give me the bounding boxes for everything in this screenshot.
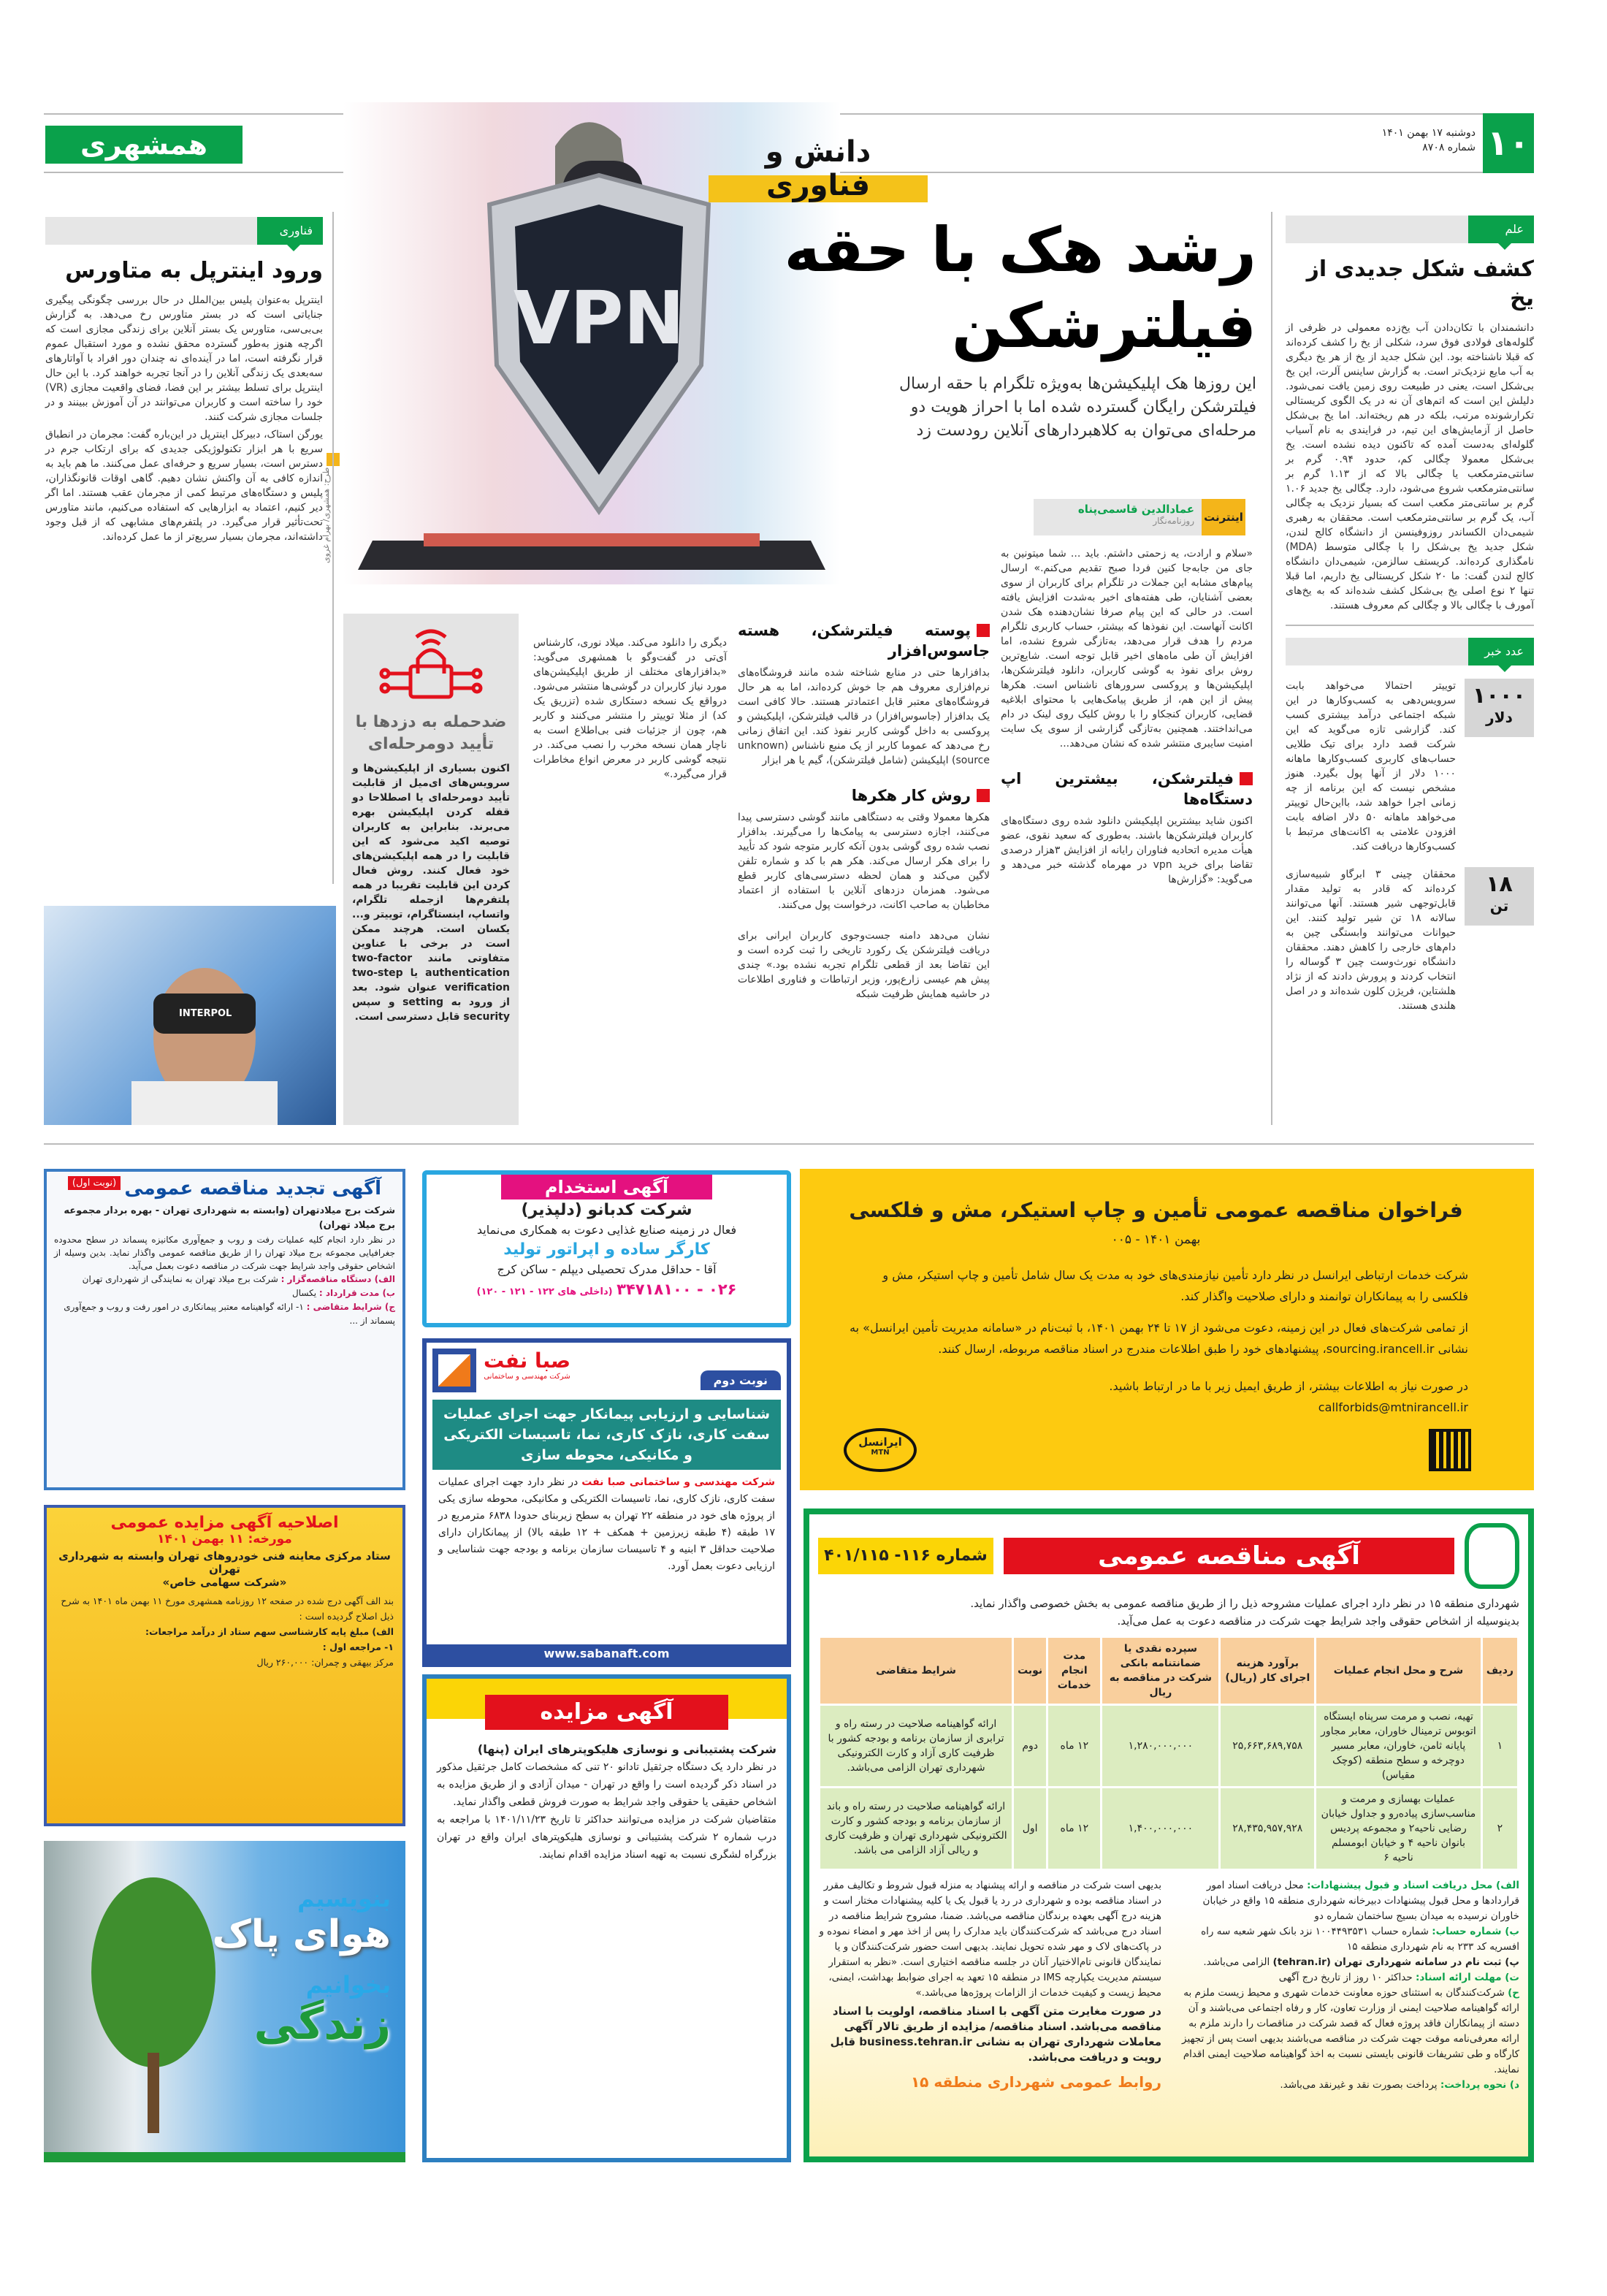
- milad-title: آگهی تجدید مناقصه عمومی: [124, 1178, 382, 1200]
- hiring-positions: کارگر ساده و اپراتور تولید: [503, 1240, 710, 1259]
- column-header: ردیف: [1483, 1638, 1517, 1704]
- helicopter-auction-ad: [422, 1674, 791, 2162]
- main-article-text: «سلام و ارادت، یه زحمتی داشتم. باید ... شما میتونین به جای من جابه‌جا کنین فردا صبح تقدیم می‌کنم.» ارسال پیام‌های مشابه این جملات در تلگرام برای کاربران از سوی بعضی آشنایان، طی هفته‌های اخیر به‌شدت افزایش یافته است. در حالی که این پیام صرفا نشان‌دهنده هک شدن اکانت آنهاست. این نفوذها که بیشتر، حساب کاربری تلگرام مردم را هدف قرار می‌دهد، به‌تازگی شروع نشده، اما افزایش آن طی ماه‌های اخیر قابل توجه است. شایع‌ترین روش برای نفوذ به گوشی کاربران، دانلود فیلترشکن‌ها، اپلیکیشن‌ها و پروکسی سرورهای ناشناس است. هکرها پیش از این هم، از طریق پیامک‌هایی با محتوای ابلاغیه قضایی، کاربران کنجکاو را با روش کلیک روی لینک در دام می‌انداختند. همچنین به‌تازگی گزارشی از سوی یک سایت امنیت سایبری منتشر شده که نشان می‌دهد...: [1001, 548, 1253, 750]
- left-column: [45, 217, 323, 547]
- hiring-extensions: (داخلی های ۱۲۲ - ۱۲۱ - ۱۲۰): [476, 1286, 613, 1297]
- page-number: ۱۰: [1483, 113, 1534, 173]
- sabanaft-title: شناسایی و ارزیابی پیمانکار جهت اجرای عملیات سفت کاری، نازک کاری، نما، تاسیسات الکتریکی و مکانیکی، محوطه سازی: [432, 1400, 781, 1470]
- number-unit: دلار: [1486, 709, 1513, 726]
- subheading-hacker-method: روش کار هکرها: [738, 785, 990, 806]
- milad-company: شرکت برج میلادتهران (وابسته به شهرداری تهران - بهره بردار مجموعه برج میلاد تهران): [64, 1205, 395, 1231]
- correction-item: الف) مبلغ پایه کارشناسی سهم ستاد از درآمد مراجعات:: [145, 1626, 394, 1637]
- district15-tender-ad: [804, 1509, 1534, 2162]
- tender-intro: شهرداری منطقه ۱۵ در نظر دارد اجرای عملیات مشروحه ذیل را از طریق مناقصه عمومی به بخش خصوصی واگذار نماید.: [970, 1597, 1519, 1610]
- irancell-tender-ad: [800, 1169, 1534, 1490]
- sabanaft-logo: [432, 1349, 476, 1392]
- subheading-vpn-most-app: فیلترشکن، بیشترین اپ دستگاه‌ها: [1001, 770, 1253, 808]
- number-badge: [1465, 679, 1534, 737]
- hiring-requirements: آقا - حداقل مدرک تحصیلی دیپلم - ساکن کرج: [497, 1262, 717, 1276]
- clean-air-ad: [44, 1841, 405, 2162]
- sidebar-title: ضدحمله به دزدها با تأیید دومرحله‌ای: [355, 713, 507, 753]
- tender-notes: بدیهی است شرکت در مناقصه و ارائه پیشنهاد به منزله قبول شروط و تکالیف مقرر در اسناد مناقصه بوده و شهرداری در رد یا قبول یک یا کلیه پیشنهادات مختار است و هزینه درج آگهی بعهده برندگان مناقصه می‌باشد. ضمنا، مشروح شرایط مناقصه در اسناد درج می‌باشد که شرکت‌کنندگان باید مدارک را پس از اخذ مهر و امضاء نموده و در پاکت‌های لاک و مهر شده تحویل نمایند. بدیهی است حضور شرکت‌کنندگان و یا نمایندگان قانونی تام‌الاختیار آنان در جلسه مناقصه اختیاری است. «نظر به استقرار سیستم مدیریت یکپارچه IMS در منطقه ۱۵ تعهد به اجرای ضوابط بهداشت، ایمنی، محیط زیست و کیفیت خدمات از الزامات پروژه‌ها می‌باشد.» در صورت مغایرت متن آگهی با اسناد مناقصه، اولویت با اسناد مناقصه می‌باشد. اسناد مناقصه/ مزایده از طریق تالار آگهی معاملات شهرداری تهران به نشانی business.tehran.ir قابل رویت و دریافت می‌باشد. روابط عمومی شهرداری منطقه ۱۵: [818, 1878, 1161, 2093]
- main-article-col1: [1001, 546, 1253, 890]
- auction-text: در نظر دارد یک دستگاه جرثقیل تادانو ۲۰ تنی که مشخصات کامل جرثقیل مذکور در اسناد ذکر گردیده است را واقع در تهران - میدان آزادی و از طریق مزایده به اشخاص حقیقی یا حقوقی واجد شرایط به صورت فروش قطعی واگذار نماید.: [437, 1761, 776, 1808]
- irancell-title: فراخوان مناقصه عمومی تأمین و چاپ استیکر، مش و فلکسی: [849, 1198, 1463, 1222]
- subheading-spyware: پوسته فیلترشکن، هسته جاسوس‌افزار: [738, 622, 990, 660]
- lock-circuit-icon: [352, 622, 510, 703]
- main-article-col3: [533, 636, 727, 785]
- author-role: روزنامه‌نگار: [1153, 516, 1194, 526]
- column-divider: [1271, 212, 1272, 1125]
- issue-date: دوشنبه ۱۷ بهمن ۱۴۰۱: [1381, 127, 1476, 139]
- tender-table: [818, 1636, 1519, 1871]
- main-lead: این روزها هک اپلیکیشن‌ها به‌ویژه تلگرام با حقه ارسال فیلترشکن رایگان گسترده شده اما با احراز هویت دو مرحله‌ای می‌توان به کلاهبردارهای آنلاین رودست زد: [899, 375, 1256, 440]
- slogan-line: بنویسیم: [297, 1885, 391, 1912]
- science-text: دانشمندان با تکان‌دادن آب یخ‌زده معمولی در ظرفی از گلوله‌های فولادی فوق سرد، شکلی از یخ را کشف کرده‌اند که قبلا ناشناخته بود. این شکل جدید از یخ از هر یخ دیگری به آب مایع نزدیک‌تر است. به گزارش ساینس آلرت، این یخ بی‌شکل است، یعنی در طبیعت روی زمین یافت نمی‌شود. دلیلش این است که اتم‌های آن نه در یک الگوی کریستالی تکرارشونده مرتب، بلکه در هم ریخته‌اند. اما یخ بی‌شکل حاصل از آزمایش‌های این تیم، در فرایندی به نام آسیاب گلوله‌ای به‌دست آمده که تاکنون دیده نشده است. یخ بی‌شکل معمولا چگالی کم، حدود ۰.۹۴ گرم بر سانتی‌مترمکعب یا چگالی بالا که از ۱.۱۳ گرم بر سانتی‌مترمکعب شروع می‌شود، دارد. چگالی یخ جدید ۱.۰۶ گرم بر سانتی‌متر مکعب است که بسیار نزدیک به چگالی آب، یک گرم بر سانتی‌مترمکعب است. محققان به رهبری شیمی‌دان الکساندر روزوفینسن از دانشگاه کالج لندن، شکل جدید یخ بی‌شکل را با چگالی متوسط (MDA) نامگذاری کرده‌اند. کریستف سالزمن، شیمی‌دان دانشگاه کالج لندن گفت: ما ۲۰ شکل کریستالی یخ داریم، اما قبلا تنها ۲ نوع اصلی یخ بی‌شکل کشف شده‌اند که به یخ‌های آمورف با چگالی بالا و چگالی کم معروف هستند.: [1286, 322, 1534, 611]
- interpol-label: INTERPOL: [179, 1008, 232, 1019]
- column-header: سپرده نقدی یا ضمانتنامه بانکی شرکت در مناقصه به ریال: [1102, 1638, 1218, 1704]
- tag-numbers: عدد خبر: [1468, 638, 1534, 665]
- number-value: ۱۰۰۰: [1472, 683, 1527, 709]
- tender-intro: بدینوسیله از اشخاص حقوقی واجد شرایط جهت شرکت در مناقصه دعوت به عمل می‌آید.: [1117, 1614, 1519, 1628]
- main-article-text: اکنون شاید بیشترین اپلیکیشن دانلود شده روی دستگاه‌های کاربران فیلترشکن‌ها باشند. به‌طوری که سعید نقوی، عضو هیأت مدیره اتحادیه فناوران رایانه از افزایش ۳هزار درصدی تقاضا برای خرید vpn در مهرماه گذشته خبر می‌دهد و می‌گوید: «گزارش‌ها: [1001, 815, 1253, 885]
- main-headline-line2: فیلترشکن: [951, 290, 1256, 362]
- auction-company: شرکت پشتیبانی و نوسازی هلیکوپترهای ایران (پنها): [477, 1742, 776, 1756]
- auction-text: متقاضیان شرکت در مزایده می‌توانند حداکثر تا تاریخ ۱۴۰۱/۱۱/۲۳ با مراجعه به درب شماره ۲ شرکت پشتیبانی و نوسازی هلیکوپترهای ایران واقع در تهران بزرگراه لشگری نسبت به تهیه اسناد مزایده اقدام نمایند.: [437, 1814, 777, 1861]
- category-tag: اینترنت: [1202, 499, 1245, 535]
- column-header: برآورد هزینه اجرای کار (ریال): [1221, 1638, 1314, 1704]
- auction-title: آگهی مزایده: [485, 1695, 728, 1730]
- slogan-line: بخوانیم: [305, 1971, 391, 1999]
- sabanaft-company: شرکت مهندسی و ساختمانی صبا نفت: [581, 1476, 775, 1488]
- right-column: [1286, 216, 1534, 1013]
- irancell-paragraph: در صورت نیاز به اطلاعات بیشتر، از طریق ایمیل زیر با ما در ارتباط باشید.: [1109, 1379, 1468, 1393]
- hiring-phone: ۰۲۶ - ۳۴۷۱۸۱۰۰: [617, 1281, 737, 1298]
- correction-title: اصلاحیه آگهی مزایده عمومی: [110, 1514, 339, 1532]
- milad-tower-tender-ad: آگهی تجدید مناقصه عمومی $^{(نوبت اول)}$ شرکت برج میلادتهران (وابسته به شهرداری تهران - بهره بردار مجموعه برج میلاد تهران) در نظر دارد انجام کلیه عملیات رفت و روب و جمع‌آوری مکانیزه پسماند در سطح محدوده جغرافیایی مجموعه برج میلاد تهران را از طریق مناقصه عمومی واگذار نماید. بدین وسیله از اشخاص حقوقی واجد شرایط جهت شرکت در مناقصه دعوت بعمل می‌آید. الف) دستگاه مناقصه‌گزار : شرکت برج میلاد تهران به نمایندگی از شهرداری تهران ب) مدت قرارداد : یکسال ج) شرایط متقاضی : ۱- ارائه گواهینامه معتبر پیمانکاری در امور رفت و روب و جمع‌آوری پسماند از ...: [44, 1169, 405, 1490]
- tag-science: علم: [1468, 216, 1534, 243]
- column-header: نوبت: [1014, 1638, 1046, 1704]
- table-row: ۱ تهیه، نصب و مرمت سرپناه ایستگاه اتوبوس ترمینال خاوران، معابر مجاور پایانه ثامن، خاوران، معابر مسیر دوچرخه و سطح منطقه (کوچک مقیاس) ۲۵,۶۶۳,۶۸۹,۷۵۸ ۱,۲۸۰,۰۰۰,۰۰۰ ۱۲ ماه دوم ارائه گواهینامه صلاحیت در رسته راه و ترابری از سازمان برنامه و بودجه کشور با ظرفیت کاری آزاد و کارت الکترونیکی شهرداری تهران الزامی می‌باشد.: [820, 1706, 1517, 1786]
- slogan-line: زندگی: [253, 1999, 391, 2050]
- irancell-logo: ایرانسل MTN: [844, 1428, 917, 1472]
- sabanaft-website[interactable]: www.sabanaft.com: [427, 1644, 787, 1663]
- column-header: شرایط متقاضی: [820, 1638, 1012, 1704]
- irancell-email[interactable]: callforbids@mtnirancell.ir: [1318, 1400, 1468, 1414]
- tender-number: شماره ۱۱۶- ۴۰۱/۱۱۵: [818, 1538, 993, 1574]
- science-headline: کشف شکل جدیدی از یخ: [1306, 256, 1534, 311]
- section-header-numbers: [1286, 638, 1534, 665]
- sidebar-text: اکنون بسیاری از اپلیکیشن‌ها و سرویس‌های ای‌میل از قابلیت تأیید دومرحله‌ای یا اصطلاحا دو قفله کردن اپلیکیشن بهره می‌برند. بنابراین به کاربران توصیه اکید می‌شود که این قابلیت را در همه اپلیکیشن‌های خود فعال کنند. روش فعال کردن این قابلیت تقریبا در همه پلتفرم‌ها ازجمله تلگرام، واتساپ، اینستاگرام، توییتر و... یکسان است. هرچند ممکن است در برخی با عناوین متفاوتی مانند two-factor authentication یا two-step verification عنوان شود. بعد از ورود به setting و سپس security قابل دسترسی است.: [352, 763, 510, 1023]
- main-article-text: هکرها معمولا وقتی به دستگاهی مانند گوشی دسترسی پیدا می‌کنند، اجازه دسترسی به پیامک‌ها را می‌گیرند. بدافزار نصب شده روی گوشی بدون آنکه کاربر متوجه شود کد تأیید را برای هکر ارسال می‌کند. هکر هم با کد و شماره تلفن لاگین می‌کند و همان لحظه دسترسی‌های کاربر قطع می‌شود. همزمان دزدهای آنلاین با استفاده از اعتماد مخاطبان به صاحب اکانت، درخواست پول می‌کنند.: [738, 812, 990, 911]
- tender-conditions: الف) محل دریافت اسناد و قبول پیشنهادات: محل دریافت اسناد امور قراردادها و محل قبول پیشنهادات دبیرخانه شهرداری منطقه ۱۵ واقع در خیابان خاوران نرسیده به میدان بسیج ساختمان شماره دو ب) شماره حساب: شماره حساب ۱۰۰۴۴۹۳۵۳۱ نزد بانک شهر شعبه سه راه افسریه کد ۲۳۳ به نام شهرداری منطقه ۱۵ پ) ثبت نام در سامانه شهرداری تهران (tehran.ir) الزامی می‌باشد. ت) مهلت ارائه اسناد: حداکثر ۱۰ روز از تاریخ درج آگهی ح) شرکت‌کنندگان به استثنای حوزه معاونت خدمات شهری و محیط زیست ملزم به ارائه گواهینامه صلاحیت ایمنی از وزارت تعاون، کار و رفاه اجتماعی می‌باشند و آن دسته از پیمانکاران فاقد پروژه فعال که قصد شرکت در مناقصات را دارند ملزم به ارائه معرفی‌نامه موقت جهت شرکت در مناقصه می‌باشند بدیهی است پس از تجهیز کارگاه و طی تشریفات قانونی بایستی نسبت به اخذ گواهینامه صلاحیت ایمنی اقدام نمایند. د) نحوه پرداخت: پرداخت بصورت نقد و غیرنقد می‌باشد.: [1182, 1880, 1519, 2091]
- tech-headline: ورود اینترپل به متاورس: [65, 258, 323, 283]
- interpol-vr-image: [44, 906, 336, 1125]
- sabanaft-brand-sub: شرکت مهندسی و ساختمانی: [484, 1373, 570, 1381]
- newspaper-logo: همشهری: [45, 126, 243, 164]
- correction-text: بند الف آگهی درج شده در صفحه ۱۲ روزنامه همشهری مورخ ۱۱ بهمن ماه ۱۴۰۱ به شرح ذیل اصلاح گردیده است :: [61, 1595, 394, 1622]
- number-news-text: توییتر احتمالا می‌خواهد بابت سرویس‌دهی به کسب‌وکارها در این شبکه اجتماعی درآمد بیشتری کسب کند. گزارشی تازه می‌گوید که این شرکت قصد دارد برای تیک طلایی حساب‌های کاربری کسب‌وکارها ماهانه ۱۰۰۰ دلار از آنها پول بگیرد. هنوز مشخص نیست که این برنامه از چه زمانی اجرا خواهد شد، بااین‌حال توییتر می‌خواهد ماهانه ۵۰ دلار اضافه بابت افزودن علامتی به اکانت‌های مرتبط با کسب‌وکارها دریافت کند.: [1286, 680, 1456, 853]
- tree-face-icon: [80, 1863, 226, 2140]
- hiring-text: فعال در زمینه صنایع غذایی دعوت به همکاری می‌نماید: [476, 1223, 737, 1237]
- tender-signature: روابط عمومی شهرداری منطقه ۱۵: [910, 2073, 1161, 2091]
- byline: [1034, 499, 1245, 535]
- main-article-text: نشان می‌دهد دامنه جست‌وجوی کاربران ایرانی برای دریافت فیلترشکن یک رکورد تاریخی را ثبت کرده است و این تقاضا بعد از قطعی تلگرام تجربه نشده بود.» چندی پیش هم عیسی زارع‌پور، وزیر ارتباطات و فناوری اطلاعات در حاشیه همایش ظرفیت شبکه: [738, 930, 990, 1000]
- number-news-text: محققان چینی ۳ ابرگاو شبیه‌سازی کرده‌اند که قادر به تولید مقدار قابل‌توجهی شیر هستند. آنها می‌توانند سالانه ۱۸ تن شیر تولید کنند. این حیوانات می‌توانند وابستگی چین به دام‌های خارجی را کاهش دهند. محققان دانشگاه نورث‌وست چین ۳ گوساله را انتخاب کردند و پرورش دادند که از نژاد هلشتاین، فریژن کلون شده‌اند و در اصل هلندی هستند.: [1286, 869, 1456, 1012]
- irancell-paragraph: شرکت خدمات ارتباطی ایرانسل در نظر دارد تأمین نیازمندی‌های خود به مدت یک سال شامل تأمین و چاپ استیکر، مش و فلکسی را به پیمانکاران توانمند و دارای صلاحیت واگذار کند.: [882, 1268, 1468, 1303]
- vehicle-inspection-correction-ad: [44, 1505, 405, 1826]
- correction-date: مورخه: ۱۱ بهمن ۱۴۰۱: [157, 1532, 292, 1546]
- author-name: عمادالدین قاسمی‌پناه: [1077, 503, 1194, 516]
- tag-tech: فناوری: [257, 217, 323, 245]
- column-header: مدت انجام خدمات: [1048, 1638, 1100, 1704]
- ads-divider: [44, 1143, 1534, 1145]
- column-divider: [332, 212, 334, 884]
- main-article-col2: [738, 610, 990, 1004]
- number-badge: [1465, 867, 1534, 926]
- correction-item: مرکز بیهقی و چمران: ۲۶۰,۰۰۰ ریال: [256, 1657, 394, 1668]
- section-title: دانش و فناوری: [709, 135, 928, 202]
- irancell-code: بهمن ۱۴۰۱ - ۰۰۵: [1111, 1232, 1201, 1247]
- round-badge: نوبت دوم: [701, 1370, 781, 1390]
- hiring-company: شرکت کدبانو (دلپذیر): [521, 1201, 692, 1219]
- image-credit: طرح: همشهری/ بهرام غروی: [321, 468, 331, 564]
- correction-org: ستاد مرکزی معاینه فنی خودروهای تهران وابسته به شهرداری تهران: [58, 1549, 391, 1576]
- main-headline: رشد هک با حقه: [784, 214, 1256, 286]
- round-badge: (نوبت اول): [68, 1176, 121, 1190]
- hiring-title: آگهی استخدام: [501, 1175, 712, 1200]
- hiring-ad: [422, 1170, 791, 1327]
- number-value: ۱۸: [1486, 872, 1513, 897]
- tender-title: آگهی مناقصه عمومی: [1004, 1538, 1454, 1574]
- vpn-label: VPN: [513, 275, 685, 361]
- number-news-item: [1286, 679, 1534, 854]
- qr-code-icon: [1432, 1432, 1468, 1468]
- correction-item: ۱- مراجعه اول :: [322, 1641, 394, 1652]
- divider: [1286, 625, 1534, 626]
- sabanaft-ad: [422, 1338, 791, 1667]
- number-news-item: [1286, 867, 1534, 1013]
- tech-text: اینترپل به‌عنوان پلیس بین‌الملل در حال بررسی چگونگی پیگیری جنایاتی است که در بستر متاورس رخ می‌دهد. به گزارش بی‌بی‌سی، متاورس یک بستر آنلاین برای زندگی مجازی است که اگرچه هنوز به‌طور گسترده محقق نشده و مورد استقبال عموم قرار نگرفته است، اما در آینده‌ای نه چندان دور افراد با آواتارهای سه‌بعدی یک زندگی آنلاین را در آنجا تجربه خواهند کرد. با این حال اینترپل برای تسلط بیشتر بر این فضا، فضای واقعیت مجازی (VR) خود را ساخته است و کاربران می‌توانند در آن آموزش ببینند و در جلسات مجازی شرکت کنند. یورگن استاک، دبیرکل اینترپل در این‌باره گفت: مجرمان در انطباق سریع با هر ابزار تکنولوژیکی جدیدی که برای ارتکاب جرم در دسترس است، بسیار سریع و حرفه‌ای عمل می‌کنند. ما هم باید به اندازه کافی به آن واکنش نشان دهیم. گاهی اوقات قانونگذاران، پلیس و دستگاه‌های مرتبط کمی از مجرمان عقب هستند. اما اگر دیر کنیم، اعتماد به ابزارهایی که استفاده می‌کنیم، مانند متاورس تحت‌تأثیر قرار می‌گیرد. در پلتفرم‌های مشابهی که از قبل وجود داشته‌اند، مجرمان بسیار سریع‌تر از ما عمل کرده‌اند.: [45, 294, 323, 543]
- number-unit: تن: [1489, 897, 1509, 915]
- table-row: ۲ عملیات بهسازی و مرمت و مناسب‌سازی پیاده‌رو و جداول خیابان رضایی ناحیه۲ و مجموعه پردیس بانوان ناحیه ۴ و خیابان ابومسلم ناحیه ۶ ۲۸,۴۳۵,۹۵۷,۹۲۸ ۱,۴۰۰,۰۰۰,۰۰۰ ۱۲ ماه اول ارائه گواهینامه صلاحیت در رسته راه و باند از سازمان برنامه و بودجه کشور و کارت الکترونیکی شهرداری تهران و ظرفیت کاری و ریالی آزاد الزامی می باشد.: [820, 1788, 1517, 1869]
- correction-org-sub: «شرکت سهامی خاص»: [162, 1576, 287, 1589]
- sabanaft-brand: صبا نفت: [484, 1349, 571, 1373]
- issue-number: شماره ۸۷۰۸: [1422, 142, 1476, 153]
- milad-text: در نظر دارد انجام کلیه عملیات رفت و روب و جمع‌آوری مکانیزه پسماند در سطح محدوده جغرافیایی مجموعه برج میلاد تهران را از طریق مناقصه عمومی واگذار نماید. بدین وسیله از اشخاص حقوقی واجد شرایط جهت شرکت در مناقصه دعوت بعمل می‌آید.: [54, 1235, 395, 1271]
- sabanaft-text: در نظر دارد جهت اجرای عملیات سفت کاری، نازک کاری، نما، تاسیسات الکتریکی و مکانیکی، محوطه سازی یکی از پروژه های خود در منطقه ۲۲ تهران به سطح زیربنای حدودا ۶۸۳۸ مترمربع در ۱۷ طبقه (۴ طبقه زیرزمین + همکف + ۱۲ طبقه بالا) از پیمانکاران دارای صلاحیت حداقل ۳ ابنیه و ۴ تاسیسات سازمان برنامه و بودجه جهت شناسایی و ارزیابی دعوت بعمل آورد.: [438, 1476, 775, 1572]
- tehran-municipality-logo: [1465, 1523, 1519, 1589]
- main-article-text: بدافزارها حتی در منابع شناخته شده مانند فروشگاه‌های نرم‌افزاری معروف هم جا خوش کرده‌اند، اما به هر حال فروشگاه‌های معتبر قابل اعتمادتر هستند. حالا کافی است یک بدافزار (جاسوس‌افزار) در قالب فیلترشکن، اپلیکیشن و پروکسی به داخل گوشی کاربر نفوذ کند. این اتفاق زمانی رخ می‌دهد که عموما کاربر از یک منبع ناشناس (unknown source) اپلیکیشن (شامل فیلترشکن)، گیم یا هر ابزار: [738, 667, 990, 766]
- two-factor-sidebar: [343, 614, 519, 1125]
- column-header: شرح و محل انجام عملیات: [1316, 1638, 1481, 1704]
- slogan-line: هوای پاک: [212, 1912, 391, 1956]
- irancell-paragraph: از تمامی شرکت‌های فعال در این زمینه، دعوت می‌شود از ۱۷ تا ۲۴ بهمن ۱۴۰۱، با ثبت‌نام در «سامانه مدیریت تأمین ایرانسل» به نشانی sourcing.irancell.ir، پیشنهادهای خود را طبق اطلاعات مندرج در اسناد مناقصه مربوطه، ارسال کنند.: [850, 1321, 1468, 1356]
- section-header-science: [1286, 216, 1534, 243]
- main-article-text: دیگری را دانلود می‌کند. میلاد نوری، کارشناس آی‌تی در گفت‌وگو با همشهری می‌گوید: «بدافزارهای مختلف از طریق اپلیکیشن‌های مورد نیاز کاربران در گوشی‌ها منتشر می‌شود. درواقع یک نسخه دستکاری شده (تزریق یک کد) از مثلا توییتر را منتشر می‌کنند و کاربر هم، چون از جزئیات فنی بی‌اطلاع است به ناچار همان نسخه مخرب را نصب می‌کند. در نتیجه گوشی کاربر در معرض انواع مخاطرات قرار می‌گیرد.»: [533, 637, 727, 780]
- section-header-tech: [45, 217, 323, 245]
